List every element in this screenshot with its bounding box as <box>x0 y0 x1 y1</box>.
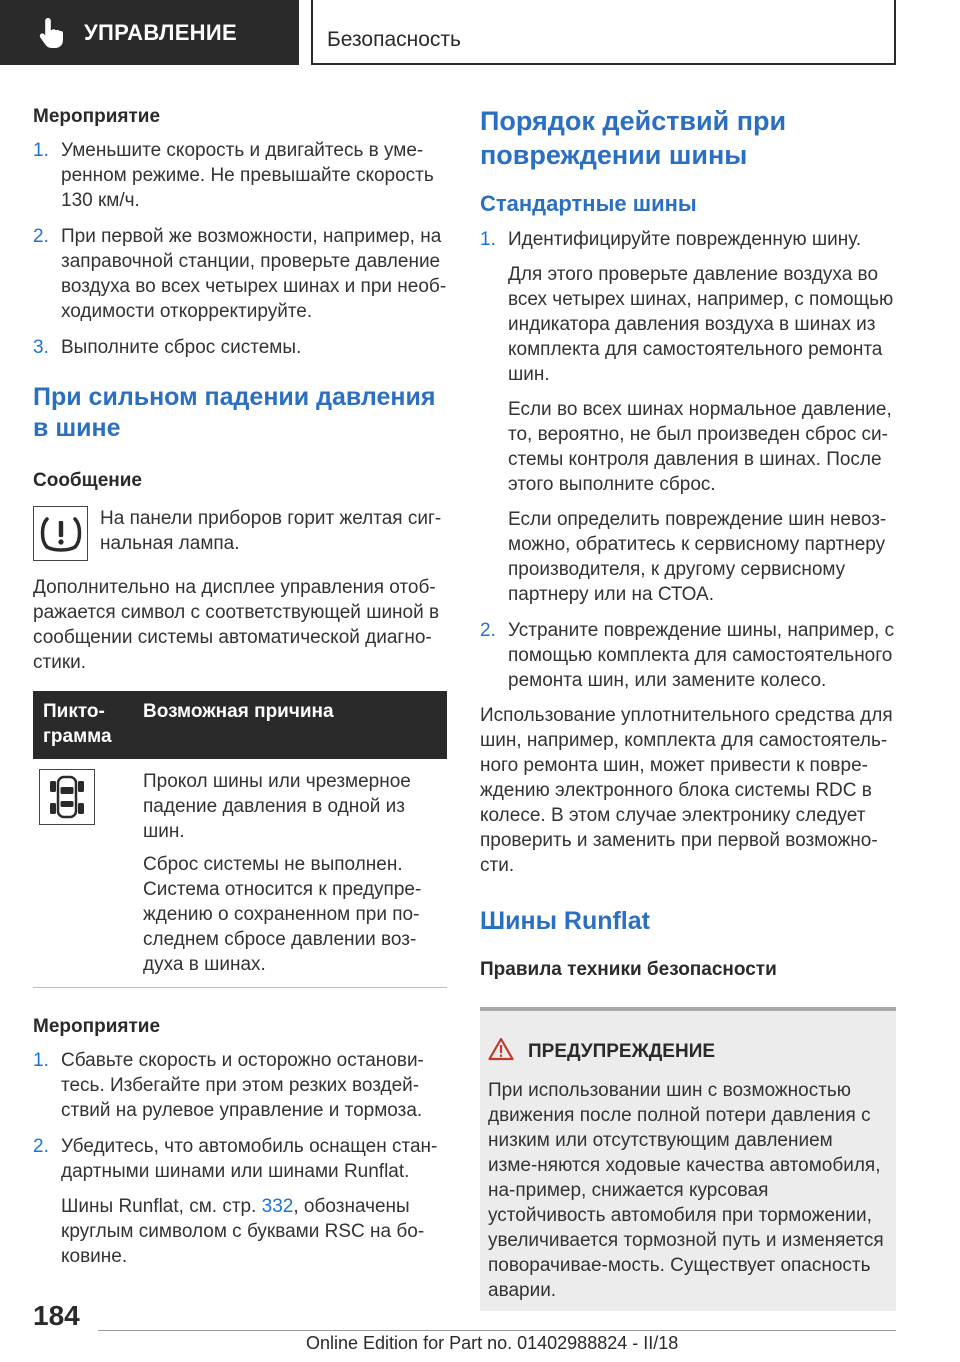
step-number: 1. <box>33 1050 49 1071</box>
measures-list <box>33 138 447 360</box>
message-text: На панели приборов горит желтая сиг-нальная лампа. <box>100 508 442 554</box>
step-paragraph: Для этого проверьте давление воздуха во всех четырех шинах, например, с помощью индикатора давления воздуха в шинах из комплекта для самостоятельного ремонта шин. <box>508 264 894 385</box>
subsection-heading: Стандартные шины <box>480 191 697 216</box>
column-header-pictogram: Пикто-грамма <box>33 691 133 759</box>
step-number: 2. <box>33 1136 49 1157</box>
cause-text: Прокол шины или чрезмерное падение давления в одной из шин. <box>143 771 411 842</box>
warning-title: ПРЕДУПРЕЖДЕНИЕ <box>528 1040 716 1062</box>
list-item <box>33 335 447 360</box>
procedure-list <box>480 227 896 252</box>
measures-heading: Мероприятие <box>33 106 161 127</box>
car-tire-pictogram-icon <box>39 769 95 825</box>
step-number: 2. <box>33 226 49 247</box>
step-number: 1. <box>480 229 496 250</box>
cause-cell <box>133 759 447 988</box>
measures-heading: Мероприятие <box>33 1016 161 1037</box>
warning-triangle-icon <box>488 1037 514 1066</box>
warning-text: При использовании шин с возможностью движения после полной потери давления с низким или отсутствующим давлением изме-няются ходовые качества автомобиля, на-пример, снижается курсовая устойчивость автомобиля при торможении, увеличивается тормозной путь и изменяется поворачивае-мость. Существует опасность аварии. <box>488 1080 884 1301</box>
sealant-paragraph: Использование уплотнительного средства для шин, например, комплекта для самостоятель-ного ремонта шин, может привести к повре-ждению электронного блока системы RDC в колесе. В этом случае электронику следует проверить и заменить при первой возможно-сти. <box>480 705 893 876</box>
list-item <box>33 1134 447 1184</box>
list-item <box>33 138 447 213</box>
warning-box <box>480 1007 896 1311</box>
tire-pressure-warning-icon <box>33 506 88 561</box>
step-number: 3. <box>33 337 49 358</box>
list-item <box>33 1048 447 1123</box>
list-item <box>33 224 447 324</box>
cause-text: Сброс системы не выполнен. Система относится к предупре-ждению о сохраненном при по-следнем сбросе давлении воз-духа в шинах. <box>143 854 422 975</box>
step-number: 2. <box>480 620 496 641</box>
pictogram-cell <box>33 759 133 988</box>
step-paragraph: Если определить повреждение шин невоз-можно, обратитесь к сервисному партнеру производителя, к другому сервисному партнеру или на СТОА. <box>508 509 887 605</box>
message-row <box>33 506 447 561</box>
section-heading: Шины Runflat <box>480 907 650 935</box>
table-header-row <box>33 691 447 759</box>
right-column <box>480 104 896 1311</box>
runflat-note <box>61 1194 447 1269</box>
display-paragraph: Дополнительно на дисплее управления отоб-ражается символ с соответствующей шиной в сообщении системы автоматической диагно-стики. <box>33 577 440 673</box>
safety-heading: Правила техники безопасности <box>480 959 777 980</box>
breadcrumb-label: Безопасность <box>327 28 461 51</box>
step-paragraph: Если во всех шинах нормальное давление, то, вероятно, не был произведен сброс си-стемы контроля давления в шинах. После этого выполните сброс. <box>508 399 892 495</box>
footer-divider <box>98 1330 896 1331</box>
procedure-list <box>480 618 896 693</box>
warning-header <box>488 1037 884 1066</box>
section-heading: При сильном падении давления в шине <box>33 383 436 442</box>
list-item <box>480 618 896 693</box>
page-reference-link[interactable]: 332 <box>261 1196 294 1217</box>
runflat-note-text: Шины Runflat, см. стр. <box>61 1196 262 1217</box>
step-text: Уменьшите скорость и двигайтесь в уме-ренном режиме. Не превышайте скорость 130 км/ч. <box>61 140 434 211</box>
page-number: 184 <box>33 1300 80 1331</box>
step-text: Убедитесь, что автомобиль оснащен стан-дартными шинами или шинами Runflat. <box>61 1136 438 1182</box>
section-header <box>0 0 299 65</box>
message-heading: Сообщение <box>33 470 142 491</box>
pictogram-table <box>33 691 447 988</box>
left-column <box>33 104 447 1269</box>
step-text: Идентифицируйте поврежденную шину. <box>508 229 862 250</box>
breadcrumb <box>311 0 896 65</box>
section-title: УПРАВЛЕНИЕ <box>84 19 237 45</box>
column-header-cause: Возможная причина <box>133 691 447 759</box>
section-heading: Порядок действий при повреждении шины <box>480 106 787 170</box>
list-item <box>480 227 896 252</box>
step-text: Выполните сброс системы. <box>61 337 302 358</box>
hand-pointer-icon <box>36 13 76 53</box>
step-text: Устраните повреждение шины, например, с помощью комплекта для самостоятельного ремонта шин, или замените колесо. <box>508 620 895 691</box>
measures-list <box>33 1048 447 1184</box>
step-number: 1. <box>33 140 49 161</box>
edition-note: Online Edition for Part no. 01402988824 - II/18 <box>306 1333 679 1353</box>
runflat-note-text: , обозначены круглым символом с буквами RSC на бо-ковине. <box>61 1196 425 1267</box>
step-text: Сбавьте скорость и осторожно останови-тесь. Избегайте при этом резких воздей-ствий на рулевое управление и тормоза. <box>61 1050 424 1121</box>
step-text: При первой же возможности, например, на заправочной станции, проверьте давление воздуха во всех четырех шинах и при необ-ходимости откорректируйте. <box>61 226 447 322</box>
table-row <box>33 759 447 988</box>
